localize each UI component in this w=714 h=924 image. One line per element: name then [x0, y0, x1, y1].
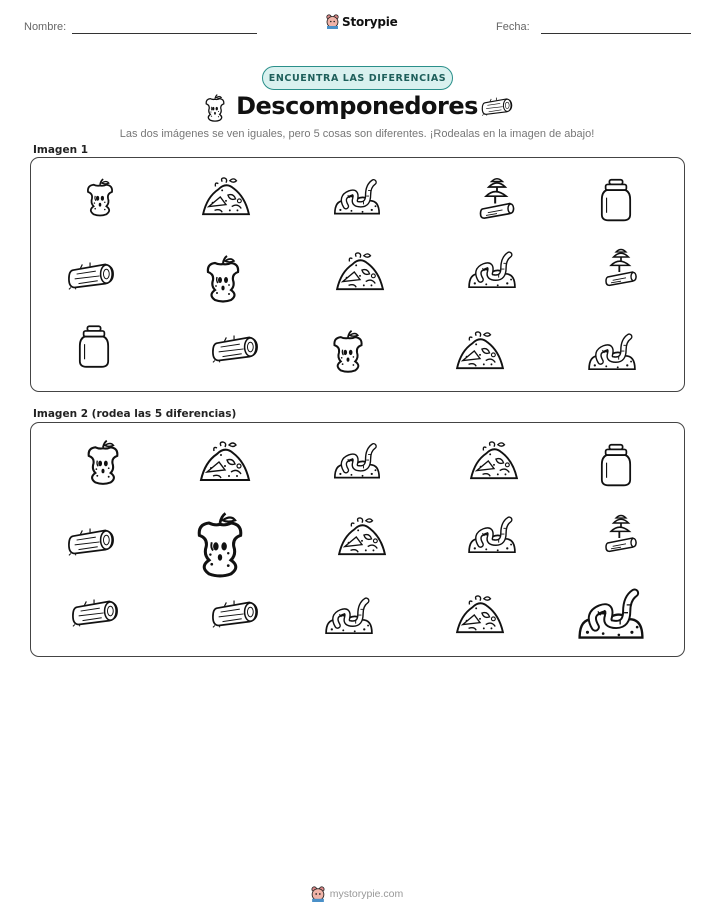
name-line[interactable]: [72, 33, 257, 34]
worm-icon: [333, 176, 381, 218]
image2-label: Imagen 2 (rodea las 5 diferencias): [33, 408, 237, 420]
log-icon: [481, 96, 513, 116]
activity-badge: ENCUENTRA LAS DIFERENCIAS: [262, 66, 453, 90]
footer: [0, 886, 714, 902]
bear-icon: [326, 14, 339, 29]
compost-pile-icon: [455, 330, 505, 372]
mushroom-log-icon: [475, 176, 519, 220]
image1-label: Imagen 1: [33, 144, 89, 156]
jar-icon: [599, 177, 633, 224]
worm-icon[interactable]: [324, 595, 374, 637]
log-icon[interactable]: [67, 526, 115, 556]
compost-pile-icon[interactable]: [337, 516, 387, 558]
website-link[interactable]: mystorypie.com: [329, 888, 404, 900]
jar-icon: [77, 324, 111, 370]
bear-icon: [311, 886, 325, 902]
compost-pile-icon[interactable]: [199, 440, 251, 484]
date-line[interactable]: [541, 33, 691, 34]
worm-icon: [587, 331, 637, 373]
worm-icon[interactable]: [577, 585, 645, 643]
worm-icon: [467, 249, 517, 291]
compost-pile-icon: [201, 176, 251, 218]
mushroom-log-icon[interactable]: [601, 512, 641, 554]
apple-core-icon[interactable]: [192, 512, 248, 578]
name-label: Nombre:: [24, 21, 67, 33]
mushroom-log-icon: [601, 246, 641, 288]
compost-pile-icon: [335, 251, 385, 293]
worm-icon[interactable]: [467, 514, 517, 556]
log-icon[interactable]: [211, 598, 259, 628]
apple-core-icon: [203, 255, 243, 303]
date-label: Fecha:: [496, 21, 530, 33]
page-title: Descomponedores: [236, 92, 478, 120]
apple-core-icon: [330, 328, 366, 375]
compost-pile-icon[interactable]: [469, 440, 519, 482]
log-icon: [211, 333, 259, 363]
instructions: Las dos imágenes se ven iguales, pero 5 cosas son diferentes. ¡Rodealas en la imagen de abajo!: [119, 128, 595, 140]
worm-icon[interactable]: [333, 440, 381, 482]
apple-core-icon: [84, 174, 116, 221]
brand-logo: [326, 14, 398, 29]
log-icon[interactable]: [71, 597, 119, 627]
brand-name: Storypie: [342, 14, 398, 29]
apple-core-icon[interactable]: [84, 439, 122, 486]
log-icon: [67, 260, 115, 290]
compost-pile-icon[interactable]: [455, 594, 505, 636]
jar-icon[interactable]: [599, 442, 633, 489]
